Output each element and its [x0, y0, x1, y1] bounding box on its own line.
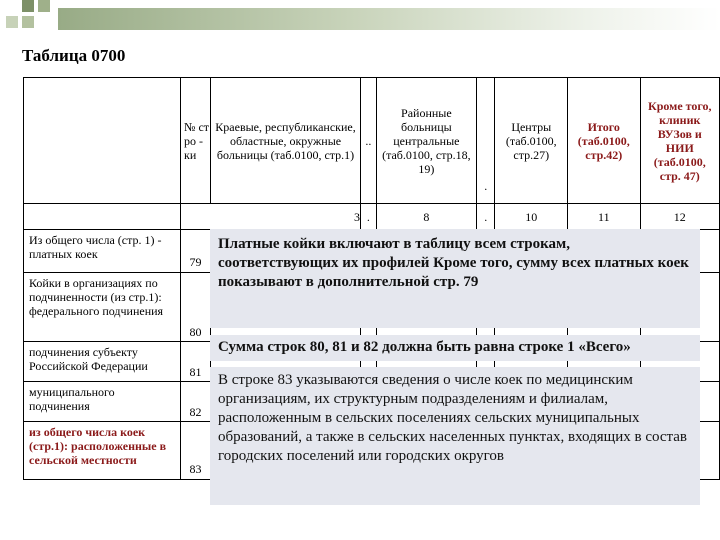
colnum-11: 11 [568, 204, 641, 230]
colnum-dot: . [476, 204, 495, 230]
colnum-dot: . [361, 204, 377, 230]
header-total: Итого (таб.0100, стр.42) [568, 78, 641, 204]
column-number-row [24, 204, 720, 230]
deco-square [22, 16, 34, 28]
deco-square [38, 0, 50, 12]
note-row-83: В строке 83 указываются сведения о числе коек по медицинским организациям, их структурным подразделениям и филиалам, расположенным в сельских поселениях сельских муниципальных образований, а также в сельских населенных пунктах, входящих в состав городских поселений или городских округов [210, 367, 700, 505]
header-dots: .. [361, 78, 377, 204]
row-number: 80 [181, 273, 211, 342]
deco-square [22, 0, 34, 12]
header-centers: Центры (таб.0100, стр.27) [495, 78, 568, 204]
row-label: муниципального подчинения [24, 382, 181, 422]
row-label: из общего числа коек (стр.1): расположенные в сельской местности [24, 422, 181, 480]
slide-decoration [0, 0, 720, 40]
note-rows-sum: Сумма строк 80, 81 и 82 должна быть равна строке 1 «Всего» [210, 335, 700, 361]
row-label: Из общего числа (стр. 1) - платных коек [24, 230, 181, 273]
row-number: 83 [181, 422, 211, 480]
header-regional-hospitals: Краевые, республиканские, областные, окружные больницы (таб.0100, стр.1) [211, 78, 361, 204]
row-number: 82 [181, 382, 211, 422]
note-paid-beds: Платные койки включают в таблицу всем строкам, соответствующих их профилей Кроме того, сумму всех платных коек показывают в дополнительной стр. 79 [210, 229, 700, 328]
deco-square [6, 16, 18, 28]
colnum-12: 12 [640, 204, 719, 230]
colnum-3: 3 [181, 204, 361, 230]
row-number: 79 [181, 230, 211, 273]
row-number: 81 [181, 342, 211, 382]
colnum-10: 10 [495, 204, 568, 230]
colnum-empty [24, 204, 181, 230]
header-empty-cell [24, 78, 181, 204]
deco-gradient-bar [58, 8, 720, 30]
row-label: подчинения субъекту Российской Федерации [24, 342, 181, 382]
header-dot: . [476, 78, 495, 204]
row-label: Койки в организациях по подчиненности (из стр.1): федерального подчинения [24, 273, 181, 342]
header-row-number: № ст ро - ки [181, 78, 211, 204]
colnum-8: 8 [376, 204, 476, 230]
table-header-row [24, 78, 720, 204]
header-except-clinics: Кроме того, клиник ВУЗов и НИИ (таб.0100, стр. 47) [640, 78, 719, 204]
page-title: Таблица 0700 [22, 46, 126, 65]
header-district-hospitals: Районные больницы центральные (таб.0100, стр.18, 19) [376, 78, 476, 204]
